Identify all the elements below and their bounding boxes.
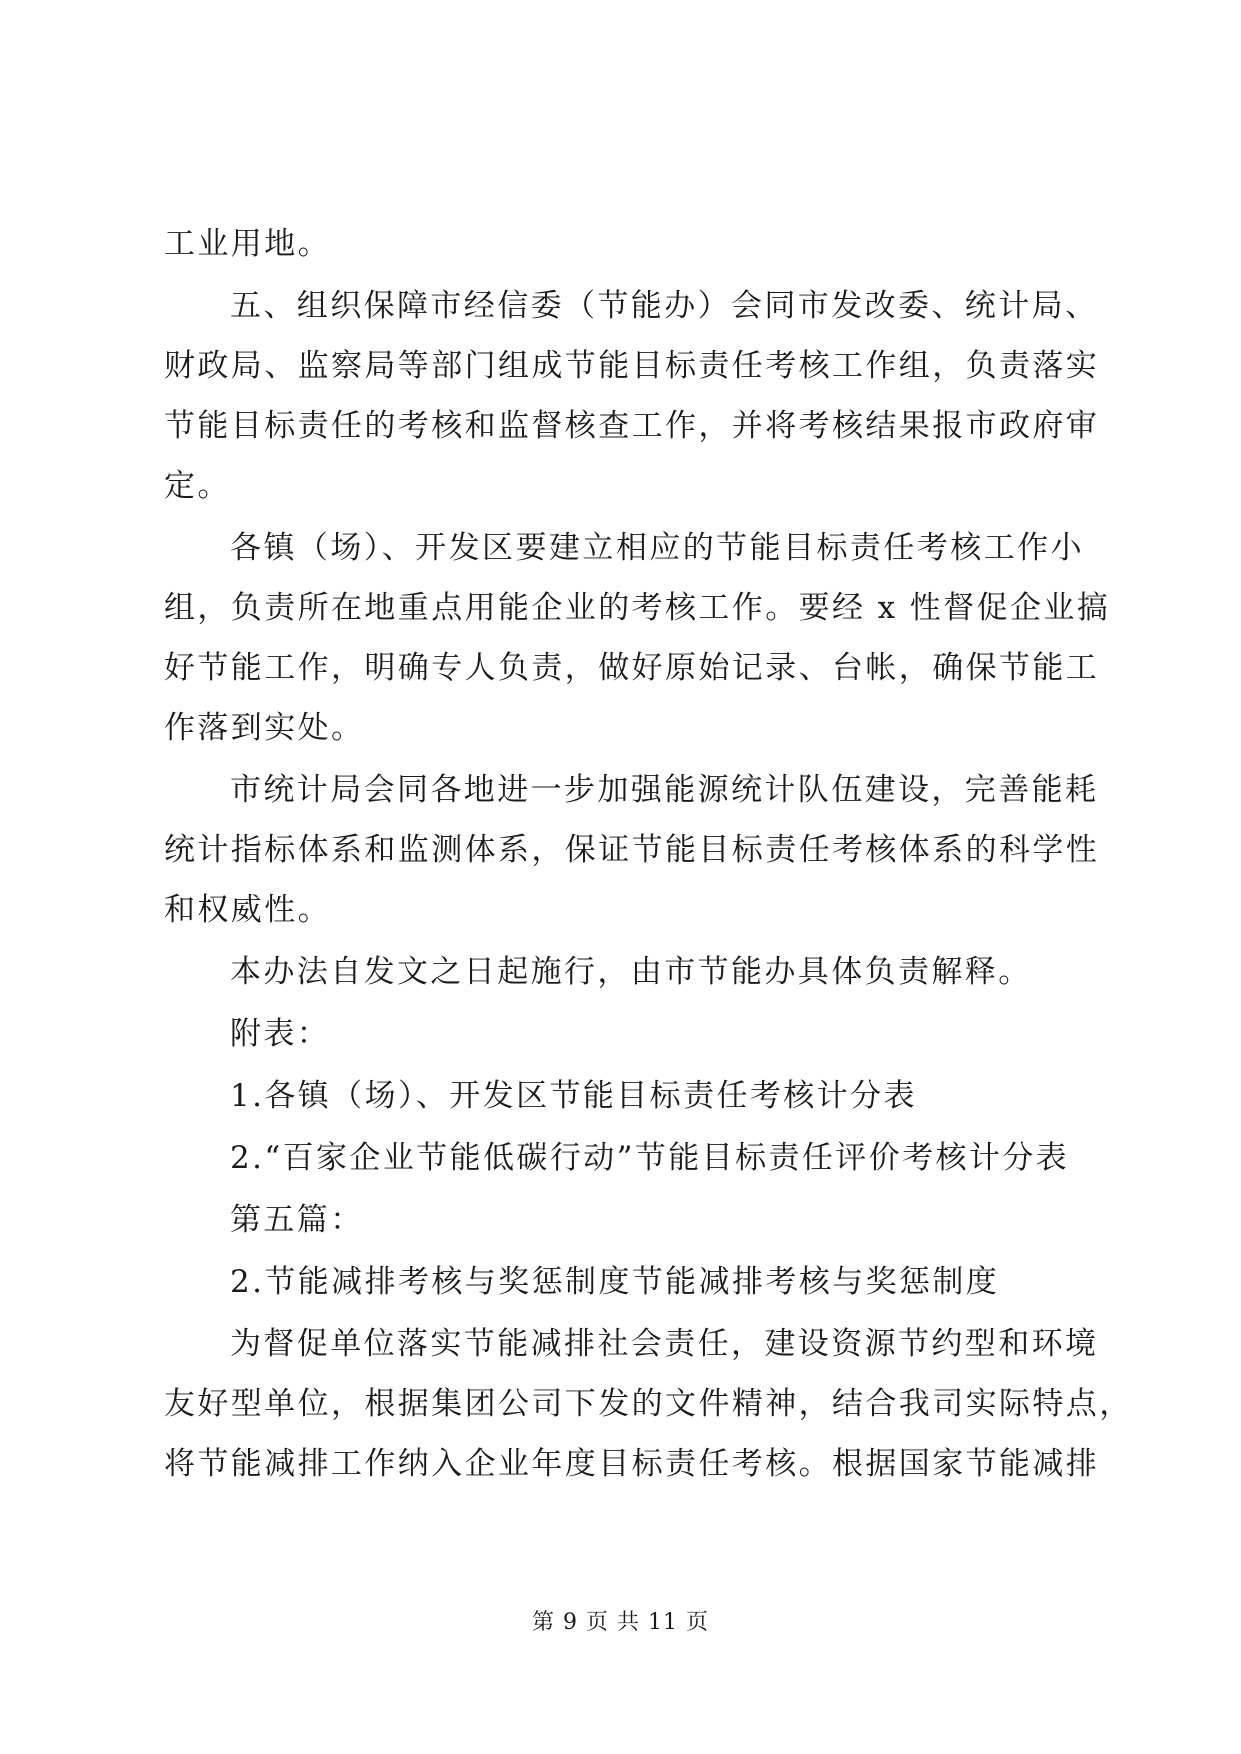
text-line: 统计指标体系和监测体系，保证节能目标责任考核体系的科学性: [164, 832, 1100, 868]
text-line: 好节能工作，明确专人负责，做好原始记录、台帐，确保节能工: [164, 650, 1100, 686]
text-line: 节能目标责任的考核和监督核查工作，并将考核结果报市政府审: [164, 408, 1100, 444]
text-line: 2.节能减排考核与奖惩制度节能减排考核与奖惩制度: [230, 1264, 1000, 1300]
text-line: 工业用地。: [164, 226, 331, 262]
text-line: 附表：: [230, 1016, 331, 1052]
text-line: 为督促单位落实节能减排社会责任，建设资源节约型和环境: [230, 1326, 1099, 1362]
text-line: 作落到实处。: [164, 710, 365, 746]
text-line: 2.“百家企业节能低碳行动”节能目标责任评价考核计分表: [230, 1140, 1070, 1176]
text-line: 1.各镇（场）、开发区节能目标责任考核计分表: [230, 1078, 917, 1114]
text-line: 组，负责所在地重点用能企业的考核工作。要经 x 性督促企业搞: [164, 590, 1111, 626]
text-line: 财政局、监察局等部门组成节能目标责任考核工作组，负责落实: [164, 348, 1100, 384]
text-line: 友好型单位，根据集团公司下发的文件精神，结合我司实际特点，: [164, 1386, 1133, 1422]
text-line: 将节能减排工作纳入企业年度目标责任考核。根据国家节能减排: [164, 1446, 1100, 1482]
text-line: 本办法自发文之日起施行，由市节能办具体负责解释。: [230, 954, 1032, 990]
text-line: 各镇（场）、开发区要建立相应的节能目标责任考核工作小: [230, 530, 1084, 566]
text-line: 市统计局会同各地进一步加强能源统计队伍建设，完善能耗: [230, 772, 1099, 808]
text-line: 五、组织保障市经信委（节能办）会同市发改委、统计局、: [230, 288, 1099, 324]
text-line: 第五篇：: [230, 1202, 364, 1238]
text-line: 和权威性。: [164, 892, 331, 928]
page-number-footer: 第 9 页 共 11 页: [532, 1610, 709, 1635]
text-line: 定。: [164, 468, 231, 504]
